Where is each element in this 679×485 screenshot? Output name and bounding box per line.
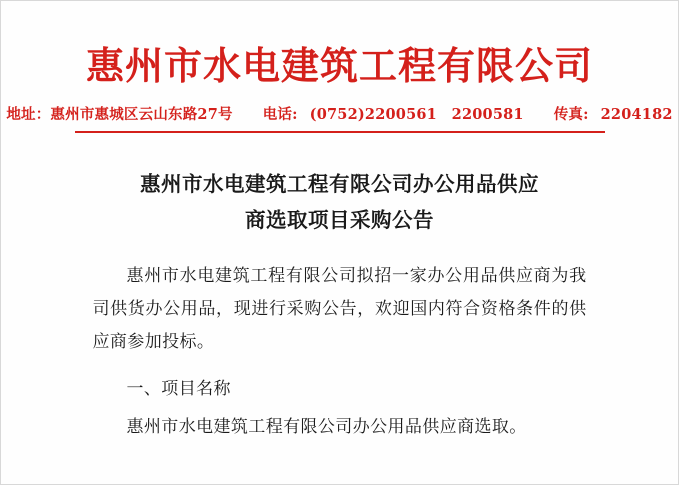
- document-body: [93, 133, 587, 442]
- section-text-project-name: 惠州市水电建筑工程有限公司办公用品供应商选取。: [126, 416, 527, 436]
- document-title-line-1: 惠州市水电建筑工程有限公司办公用品供应: [140, 172, 539, 197]
- document-title-line-2: 商选取项目采购公告: [245, 208, 434, 233]
- contact-line: [1, 103, 678, 124]
- intro-paragraph: 惠州市水电建筑工程有限公司拟招一家办公用品供应商为我司供货办公用品，现进行采购公告，欢迎国内符合资格条件的供应商参加投标。: [92, 266, 587, 352]
- document-title: [93, 167, 587, 239]
- phone-label: 电话:: [262, 105, 298, 123]
- company-name: 惠州市水电建筑工程有限公司: [85, 43, 593, 88]
- fax-value: 2204182: [600, 105, 673, 123]
- fax-label: 传真:: [553, 105, 589, 123]
- letterhead: [1, 1, 678, 133]
- address-value: 惠州市惠城区云山东路27号: [50, 105, 233, 123]
- section-heading-project-name: 一、项目名称: [126, 379, 231, 399]
- phone-value: (0752)2200561 2200581: [309, 105, 524, 123]
- address-label: 地址：: [6, 105, 51, 123]
